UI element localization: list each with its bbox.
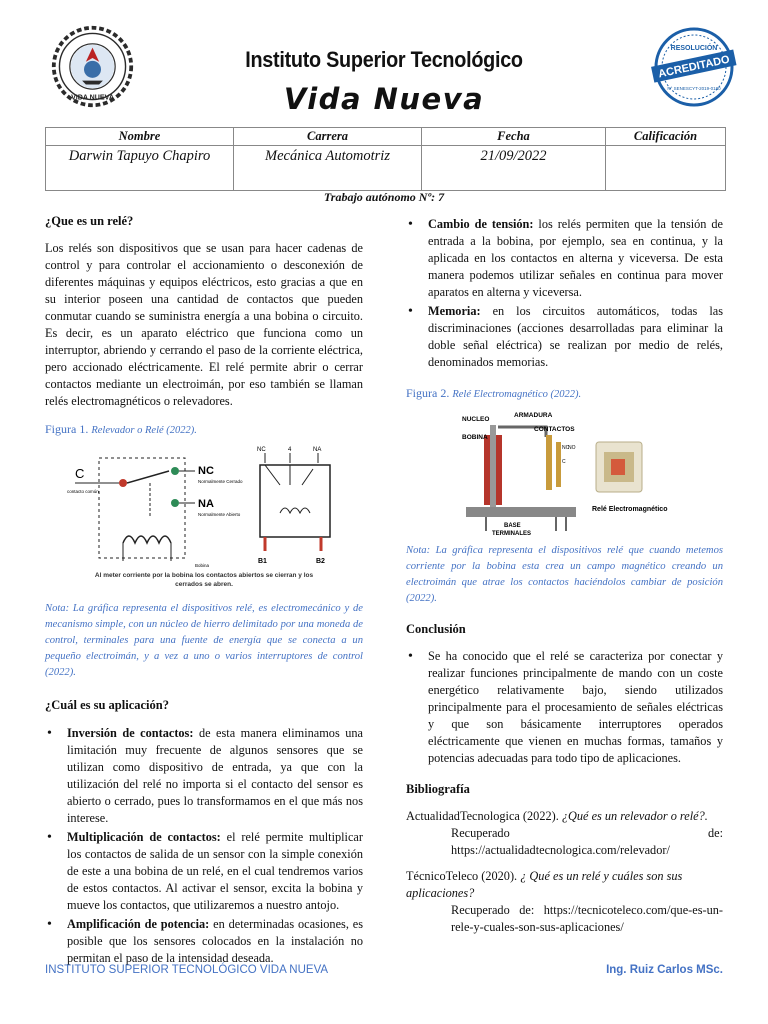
label-c-sub: contacto común [67,489,99,494]
label-terminales: TERMINALES [492,531,531,535]
label-nc-sub: Normalmente Cerrado [198,479,243,484]
value-carrera: Mecánica Automotriz [234,146,422,191]
label-c: C [75,466,85,481]
label-b2: B2 [316,558,325,565]
reference-url: Recuperado de: https://actualidadtecnologica.com/relevador/ [451,826,723,857]
label-b1: B1 [258,558,267,565]
institute-title: Instituto Superior Tecnológico [245,47,523,72]
label-contactos: CONTACTOS [534,426,575,433]
label-nc-2: NC [562,445,570,451]
reference-2 [406,868,723,936]
footer-author: Ing. Ruiz Carlos MSc. [606,964,723,976]
electromagnetic-relay-image [406,407,723,535]
value-nombre: Darwin Tapuyo Chapiro [46,146,234,191]
item-title: Inversión de contactos: [67,726,194,740]
relay-diagram [45,443,363,593]
work-title: Trabajo autónomo Nº: 7 [323,190,445,204]
list-item [406,303,723,371]
label-bobina: Bobina [195,563,210,568]
figure-1-note: Nota: La gráfica representa el dispositivos relé, es electromecánico y de mecanismo simple, con un núcleo de hierro delimitado por una moneda de control, terminales para una fuente de energía que se conecta a un pequeño electroimán, y a vez a uno o varios interruptores de control (2022). [45,603,363,678]
figure-2-title [406,385,723,403]
header-carrera: Carrera [234,128,422,146]
bibliography-list [406,808,723,936]
list-item [45,725,363,827]
label-pin-4: 4 [288,447,292,453]
reference-url: Recuperado de: https://tecnicoteleco.com/que-es-un-rele-y-cuales-son-sus-aplicaciones/ [451,903,723,934]
item-text: los relés permiten que la tensión de entrada a la bobina, por ejemplo, sea en continua, y la aplicada en los contactos en alterna y viceversa. De esta manera podemos utilizar señales en continua para mover aparatos en alterna y viceversa. [428,217,723,299]
item-title: Multiplicación de contactos: [67,830,221,844]
label-nucleo: NUCLEO [462,416,490,423]
conclusion-list [406,648,723,767]
figure-1-label: Figura 1. [45,422,89,436]
figure-2-caption: Relé Electromagnético (2022). [452,389,582,400]
label-na-top: NA [313,447,322,453]
list-item [45,829,363,914]
accreditation-seal [648,26,740,108]
institute-name: Vida Nueva [283,82,485,116]
left-column [45,213,363,969]
list-item [45,916,363,967]
label-armadura: ARMADURA [514,412,553,419]
value-fecha: 21/09/2022 [422,146,606,191]
label-c-2: C [562,459,566,465]
application-list-continued [406,216,723,371]
reference-1 [406,808,723,859]
reference-title: ¿Qué es un relevador o relé?. [561,809,708,823]
label-no-2: NO [568,445,576,451]
label-nc: NC [198,465,214,477]
right-column [406,216,723,945]
question-what-is-relay: ¿Que es un relé? [45,214,134,228]
item-title: Memoria: [428,304,481,318]
header-fecha: Fecha [422,128,606,146]
footer-institute: INSTITUTO SUPERIOR TECNOLÓGICO VIDA NUEVA [45,964,329,976]
item-text: de esta manera eliminamos una limitación muy frecuente de algunos sensores que se utilizan como dispositivo de entrada, ya que con la utilización del relé no importa si el contacto del sensor es abierto o cerrado, pues lo transformamos en el que más nos interese. [67,726,363,825]
application-list [45,725,363,967]
figure-1-caption: Relevador o Relé (2022). [91,425,197,436]
figure-1-title [45,421,363,439]
item-text: el relé permite multiplicar los contactos de salida de un sensor con la simple conexión de este a una bobina de un relé, en el cual tendremos varios de estos contactos. Al activar el sensor, excita la bobina y mueve los contactos, que utilizaremos a nuestro antojo. [67,830,363,912]
item-text: en determinadas ocasiones, es posible que los sensores colocados en la instalación no permitan el paso de la intensidad deseada. [67,917,363,965]
reference-author: TécnicoTeleco (2020). [406,869,521,883]
conclusion-title: Conclusión [406,622,466,636]
label-na: NA [198,498,214,510]
bibliography-title: Bibliografía [406,782,470,796]
student-info-table [45,127,726,191]
item-text: en los circuitos automáticos, todas las discriminaciones (acciones desarrolladas para eliminar la doble señal eléctrica) se realizan por medio de relés, denominados memorias. [428,304,723,369]
value-calificacion [606,146,726,191]
figure-2-note: Nota: La gráfica representa el dispositivos relé que cuando metemos corriente por la bobina esta crea un campo magnético creando un electroimán que atrae los contactos haciéndolos cambiar de posición (2022). [406,545,723,604]
conclusion-text: • Se ha conocido que el relé se caracteriza por conectar y realizar funciones principalmente de mando con un coste energético relativamente bajo, siendo utilizados principalmente para el procesamiento de señales eléctricas y que son básicamente interruptores operados eléctricamente que vienen en muchas formas, tamaños y potencias adecuadas para todo tipo de aplicaciones. [406,648,723,767]
figure-2-label: Figura 2. [406,386,450,400]
list-item [406,216,723,301]
item-title: Cambio de tensión: [428,217,534,231]
header-nombre: Nombre [46,128,234,146]
item-title: Amplificación de potencia: [67,917,210,931]
seal-top-text: RESOLUCIÓN [670,45,718,52]
label-na-sub: Normalmente Abierto [198,512,241,517]
label-base: BASE [504,523,521,529]
reference-author: ActualidadTecnologica (2022). [406,809,562,823]
seal-bottom-text: N° SENESCYT-2019-0180 [667,86,721,91]
seal-main-text: ACREDITADO [657,53,731,81]
relay-definition: Los relés son dispositivos que se usan para hacer cadenas de control y para controlar el accionamiento o desconexión de diferentes máquinas y equipos eléctricos, esto gracias a que en su interior poseen una cantidad de contactos que pueden conmutar cuando se suministra energía a una bobina o circuito. Es decir, es un aparato eléctrico que funciona como un interruptor, abriendo y cerrando el paso de la corriente eléctrica, pero accionado eléctricamente. El relé permite abrir o cerrar contactos mediante un electroimán, por eso también se llaman relés electromagnéticos o relevadores. [45,241,363,408]
question-application: ¿Cuál es su aplicación? [45,698,169,712]
diagram-caption-line2: cerrados se abren. [175,581,233,588]
header-calificacion: Calificación [606,128,726,146]
diagram-caption-line1: Al meter corriente por la bobina los contactos abiertos se cierran y los [94,572,314,579]
label-nc-top: NC [257,447,266,453]
reference-title: ¿ Qué es un relé y cuáles son sus aplicaciones? [406,869,683,900]
label-bobina-2: BOBINA [462,434,488,441]
label-product: Relé Electromagnético [592,506,668,513]
logo-text: VIDA NUEVA [71,93,114,102]
